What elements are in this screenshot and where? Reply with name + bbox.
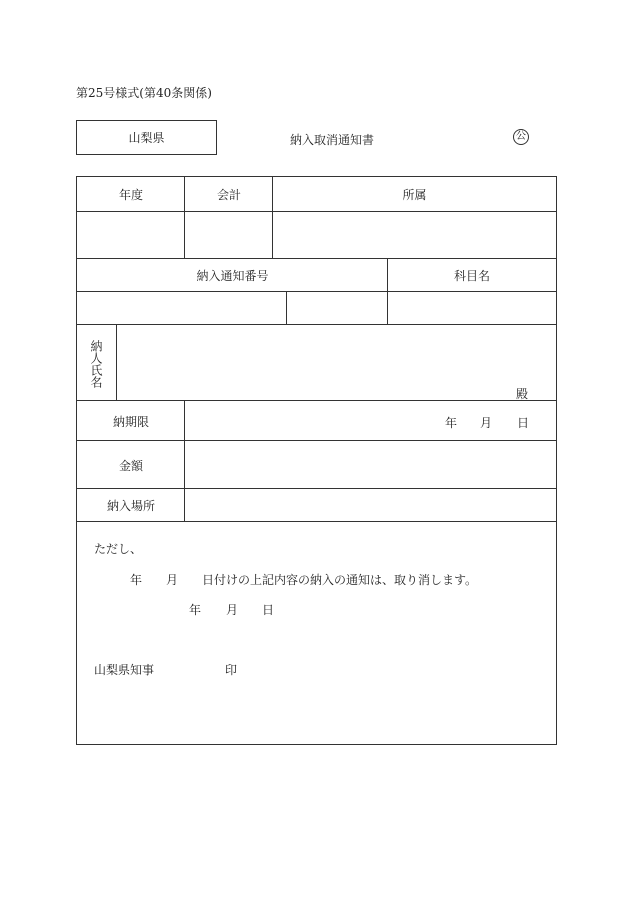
notice-form-table bbox=[76, 176, 557, 745]
date-day: 日 bbox=[262, 603, 275, 617]
amount-label: 金額 bbox=[118, 458, 143, 473]
header-notice-number: 納入通知番号 bbox=[196, 269, 269, 283]
notice-number-field-2[interactable] bbox=[287, 292, 388, 325]
deadline-day: 日 bbox=[517, 416, 530, 430]
cancel-sentence: 日付けの上記内容の納入の通知は、取り消します。 bbox=[202, 573, 478, 587]
rule-row7 bbox=[77, 488, 556, 489]
vrule-payer bbox=[116, 324, 117, 400]
rule-row6 bbox=[77, 440, 556, 441]
vrule-item bbox=[387, 258, 388, 324]
notice-number-field-1[interactable] bbox=[77, 292, 287, 325]
governor-title: 山梨県知事 bbox=[94, 663, 155, 677]
place-field[interactable] bbox=[185, 489, 556, 522]
prefecture-label: 山梨県 bbox=[128, 131, 165, 145]
form-number: 第25号様式(第40条関係) bbox=[76, 86, 212, 100]
header-item-name: 科目名 bbox=[453, 269, 490, 283]
date-month: 月 bbox=[226, 603, 239, 617]
rule-row2 bbox=[77, 258, 556, 259]
vrule-account bbox=[272, 177, 273, 258]
deadline-year: 年 bbox=[445, 416, 458, 430]
document-title: 納入取消通知書 bbox=[290, 133, 375, 147]
rule-row4 bbox=[77, 324, 556, 325]
cancel-year: 年 bbox=[130, 573, 143, 587]
deadline-label: 納期限 bbox=[112, 414, 149, 429]
amount-field[interactable] bbox=[185, 441, 556, 489]
prefecture-box bbox=[76, 120, 217, 155]
vrule-labels bbox=[184, 400, 185, 521]
deadline-month: 月 bbox=[480, 416, 493, 430]
year-field[interactable] bbox=[77, 212, 185, 259]
tadashi-text: ただし、 bbox=[94, 542, 143, 556]
rule-row1 bbox=[77, 211, 556, 212]
payer-label: 納人氏名 bbox=[89, 340, 103, 388]
rule-row3 bbox=[77, 291, 556, 292]
item-name-field[interactable] bbox=[388, 292, 556, 325]
rule-row8 bbox=[77, 521, 556, 522]
cancel-month: 月 bbox=[166, 573, 179, 587]
account-field[interactable] bbox=[185, 212, 273, 259]
honorific-dono: 殿 bbox=[516, 387, 529, 401]
place-label: 納入場所 bbox=[106, 499, 155, 513]
seal-mark: 印 bbox=[225, 663, 238, 677]
header-account: 会計 bbox=[216, 188, 241, 202]
rule-row5 bbox=[77, 400, 556, 401]
kou-seal-label: 公 bbox=[516, 131, 526, 142]
department-field[interactable] bbox=[273, 212, 556, 259]
header-department: 所属 bbox=[402, 188, 427, 202]
date-year: 年 bbox=[189, 603, 202, 617]
payer-name-field[interactable] bbox=[117, 325, 556, 401]
header-year: 年度 bbox=[118, 188, 143, 202]
vrule-number bbox=[286, 291, 287, 324]
kou-seal-icon bbox=[513, 129, 529, 145]
vrule-year bbox=[184, 177, 185, 258]
